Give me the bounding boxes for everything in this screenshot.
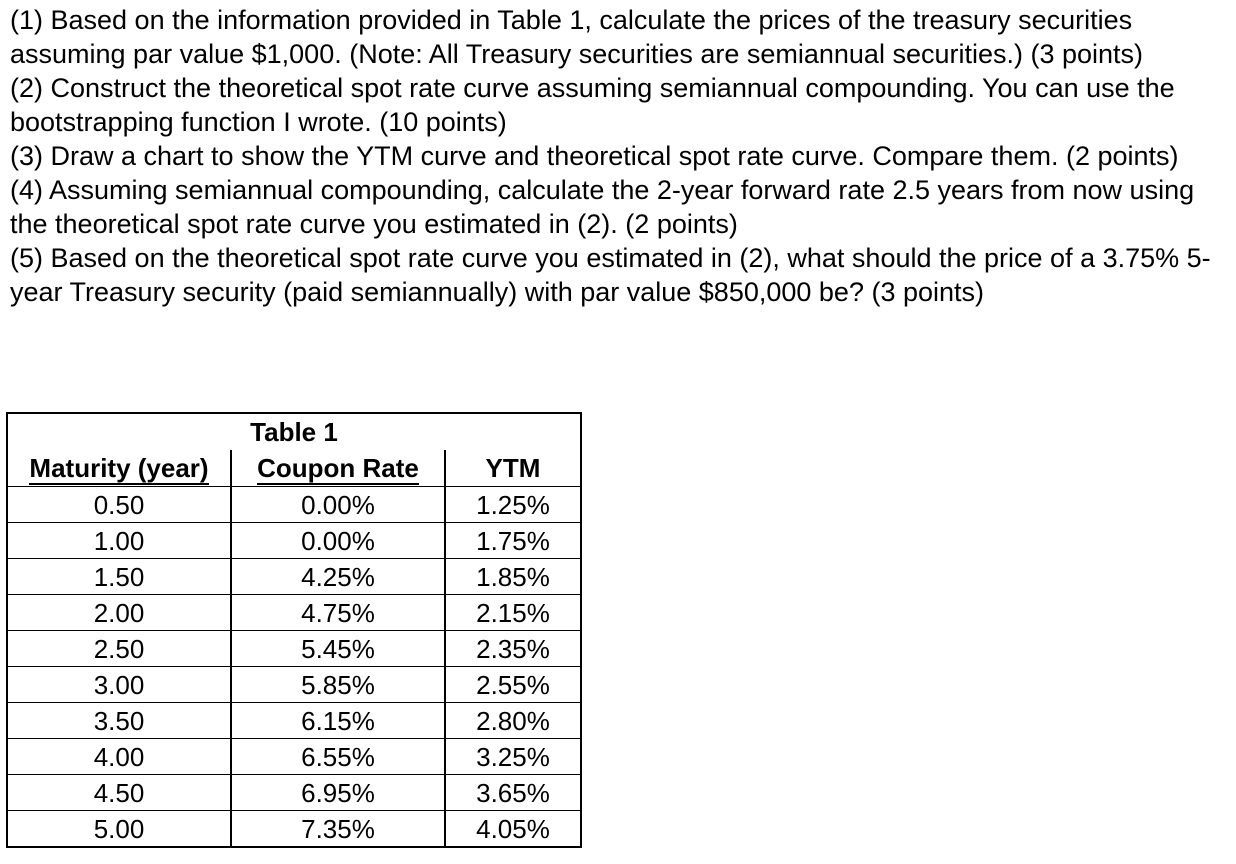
cell-coupon: 4.25% bbox=[231, 559, 445, 595]
cell-coupon: 7.35% bbox=[231, 811, 445, 848]
table-row bbox=[7, 631, 581, 667]
cell-ytm: 1.75% bbox=[445, 523, 581, 559]
cell-coupon: 4.75% bbox=[231, 595, 445, 631]
table-row bbox=[7, 811, 581, 848]
table-caption-row bbox=[7, 413, 581, 450]
cell-coupon: 0.00% bbox=[231, 523, 445, 559]
question-2: (2) Construct the theoretical spot rate curve assuming semiannual compounding. You can use the bootstrapping function I wrote. (10 points) bbox=[10, 73, 1175, 137]
table-row bbox=[7, 559, 581, 595]
cell-coupon: 0.00% bbox=[231, 487, 445, 523]
cell-ytm: 3.65% bbox=[445, 775, 581, 811]
cell-maturity: 3.50 bbox=[7, 703, 231, 739]
cell-maturity: 0.50 bbox=[7, 487, 231, 523]
header-maturity bbox=[7, 450, 231, 487]
table-row bbox=[7, 667, 581, 703]
table-caption: Table 1 bbox=[7, 413, 581, 450]
question-4: (4) Assuming semiannual compounding, calculate the 2-year forward rate 2.5 years from now using the theoretical spot rate curve you estimated in (2). (2 points) bbox=[10, 175, 1195, 239]
cell-maturity: 4.00 bbox=[7, 739, 231, 775]
header-maturity-label: Maturity (year) bbox=[29, 453, 209, 483]
table-row bbox=[7, 703, 581, 739]
header-coupon-label: Coupon Rate bbox=[257, 453, 419, 483]
cell-ytm: 2.55% bbox=[445, 667, 581, 703]
cell-coupon: 6.15% bbox=[231, 703, 445, 739]
cell-ytm: 2.80% bbox=[445, 703, 581, 739]
question-5: (5) Based on the theoretical spot rate curve you estimated in (2), what should the price of a 3.75% 5-year Treasury security (paid semiannually) with par value $850,000 be? (3 points) bbox=[10, 243, 1211, 307]
cell-coupon: 6.55% bbox=[231, 739, 445, 775]
table-header-row bbox=[7, 450, 581, 487]
bond-table bbox=[6, 412, 582, 848]
cell-maturity: 2.50 bbox=[7, 631, 231, 667]
cell-ytm: 3.25% bbox=[445, 739, 581, 775]
cell-coupon: 5.45% bbox=[231, 631, 445, 667]
table-1 bbox=[6, 412, 582, 848]
table-row bbox=[7, 775, 581, 811]
header-ytm: YTM bbox=[445, 450, 581, 487]
table-body bbox=[7, 487, 581, 848]
question-1: (1) Based on the information provided in Table 1, calculate the prices of the treasury securities assuming par value $1,000. (Note: All Treasury securities are semiannual securities.) (3 points) bbox=[10, 5, 1144, 69]
cell-maturity: 1.00 bbox=[7, 523, 231, 559]
question-3: (3) Draw a chart to show the YTM curve and theoretical spot rate curve. Compare them. (2 points) bbox=[10, 141, 1179, 171]
cell-maturity: 2.00 bbox=[7, 595, 231, 631]
cell-maturity: 4.50 bbox=[7, 775, 231, 811]
table-row bbox=[7, 595, 581, 631]
cell-ytm: 4.05% bbox=[445, 811, 581, 848]
table-row bbox=[7, 523, 581, 559]
table-row bbox=[7, 487, 581, 523]
cell-ytm: 2.35% bbox=[445, 631, 581, 667]
cell-coupon: 6.95% bbox=[231, 775, 445, 811]
cell-ytm: 2.15% bbox=[445, 595, 581, 631]
table-row bbox=[7, 739, 581, 775]
cell-maturity: 1.50 bbox=[7, 559, 231, 595]
header-coupon bbox=[231, 450, 445, 487]
cell-ytm: 1.85% bbox=[445, 559, 581, 595]
cell-coupon: 5.85% bbox=[231, 667, 445, 703]
cell-maturity: 3.00 bbox=[7, 667, 231, 703]
assignment-questions bbox=[10, 3, 1230, 309]
cell-maturity: 5.00 bbox=[7, 811, 231, 848]
cell-ytm: 1.25% bbox=[445, 487, 581, 523]
